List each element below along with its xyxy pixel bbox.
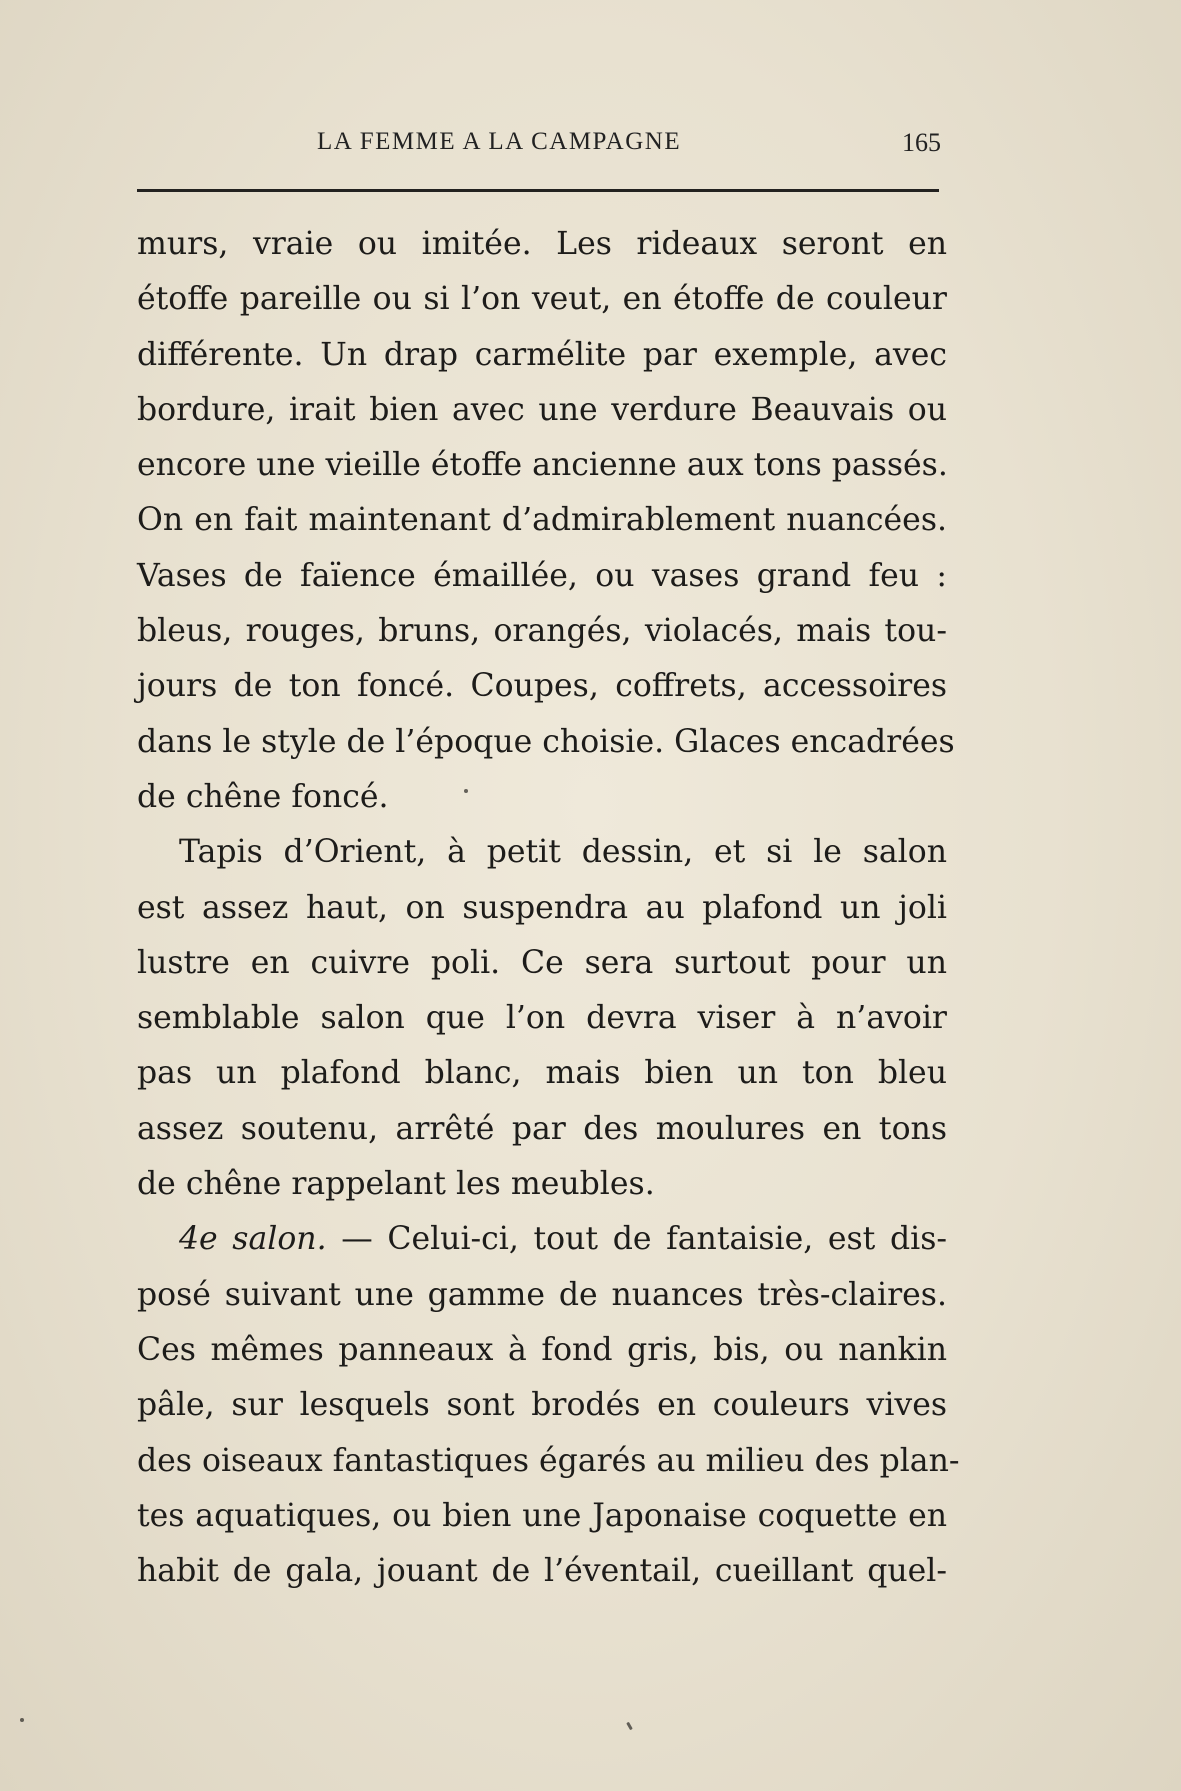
text-line: pas un plafond blanc, mais bien un ton bleu <box>137 1055 947 1092</box>
header-rule <box>137 189 939 192</box>
text-line: Tapis d’Orient, à petit dessin, et si le salon <box>179 834 947 871</box>
text-line: de chêne rappelant les meubles. <box>137 1166 655 1203</box>
text-line: assez soutenu, arrêté par des moulures en tons <box>137 1110 947 1147</box>
text-line: des oiseaux fantastiques égarés au milieu des plan- <box>137 1442 960 1479</box>
body-text <box>137 217 960 1599</box>
ink-speck <box>20 1718 24 1722</box>
text-line: semblable salon que l’on devra viser à n’avoir <box>137 1000 947 1037</box>
text-line: est assez haut, on suspendra au plafond un joli <box>137 889 947 926</box>
ink-speck <box>626 1722 633 1730</box>
text-line: lustre en cuivre poli. Ce sera surtout pour un <box>137 944 947 981</box>
text-line <box>137 1212 947 1267</box>
page-number: 165 <box>902 128 941 157</box>
text-line: bleus, rouges, bruns, orangés, violacés, mais tou- <box>137 613 947 650</box>
text-line: de chêne foncé. <box>137 778 389 815</box>
text-line: tes aquatiques, ou bien une Japonaise coquette en <box>137 1497 947 1534</box>
text-line: habit de gala, jouant de l’éventail, cueillant quel- <box>137 1553 947 1590</box>
text-line: dans le style de l’époque choisie. Glaces encadrées <box>137 723 955 760</box>
text-line: étoffe pareille ou si l’on veut, en étoffe de couleur <box>137 281 947 318</box>
ink-speck <box>464 789 468 793</box>
text-line: bordure, irait bien avec une verdure Beauvais ou <box>137 391 947 428</box>
text-line-rest: — Celui-ci, tout de fantaisie, est dis- <box>341 1221 948 1258</box>
text-line: posé suivant une gamme de nuances très-claires. <box>137 1276 947 1313</box>
running-title: LA FEMME A LA CAMPAGNE <box>317 128 682 155</box>
text-line: encore une vieille étoffe ancienne aux tons passés. <box>137 447 948 484</box>
page-header <box>137 128 941 168</box>
text-line: Vases de faïence émaillée, ou vases grand feu : <box>137 557 947 594</box>
text-line: Ces mêmes panneaux à fond gris, bis, ou nankin <box>137 1331 947 1368</box>
section-label: 4e salon. <box>179 1221 327 1258</box>
text-line: murs, vraie ou imitée. Les rideaux seront en <box>137 226 947 262</box>
text-line: On en fait maintenant d’admirablement nuancées. <box>137 502 947 539</box>
text-line: pâle, sur lesquels sont brodés en couleurs vives <box>137 1387 947 1424</box>
text-line: jours de ton foncé. Coupes, coffrets, accessoires <box>137 668 947 705</box>
text-line: différente. Un drap carmélite par exemple, avec <box>137 336 947 373</box>
